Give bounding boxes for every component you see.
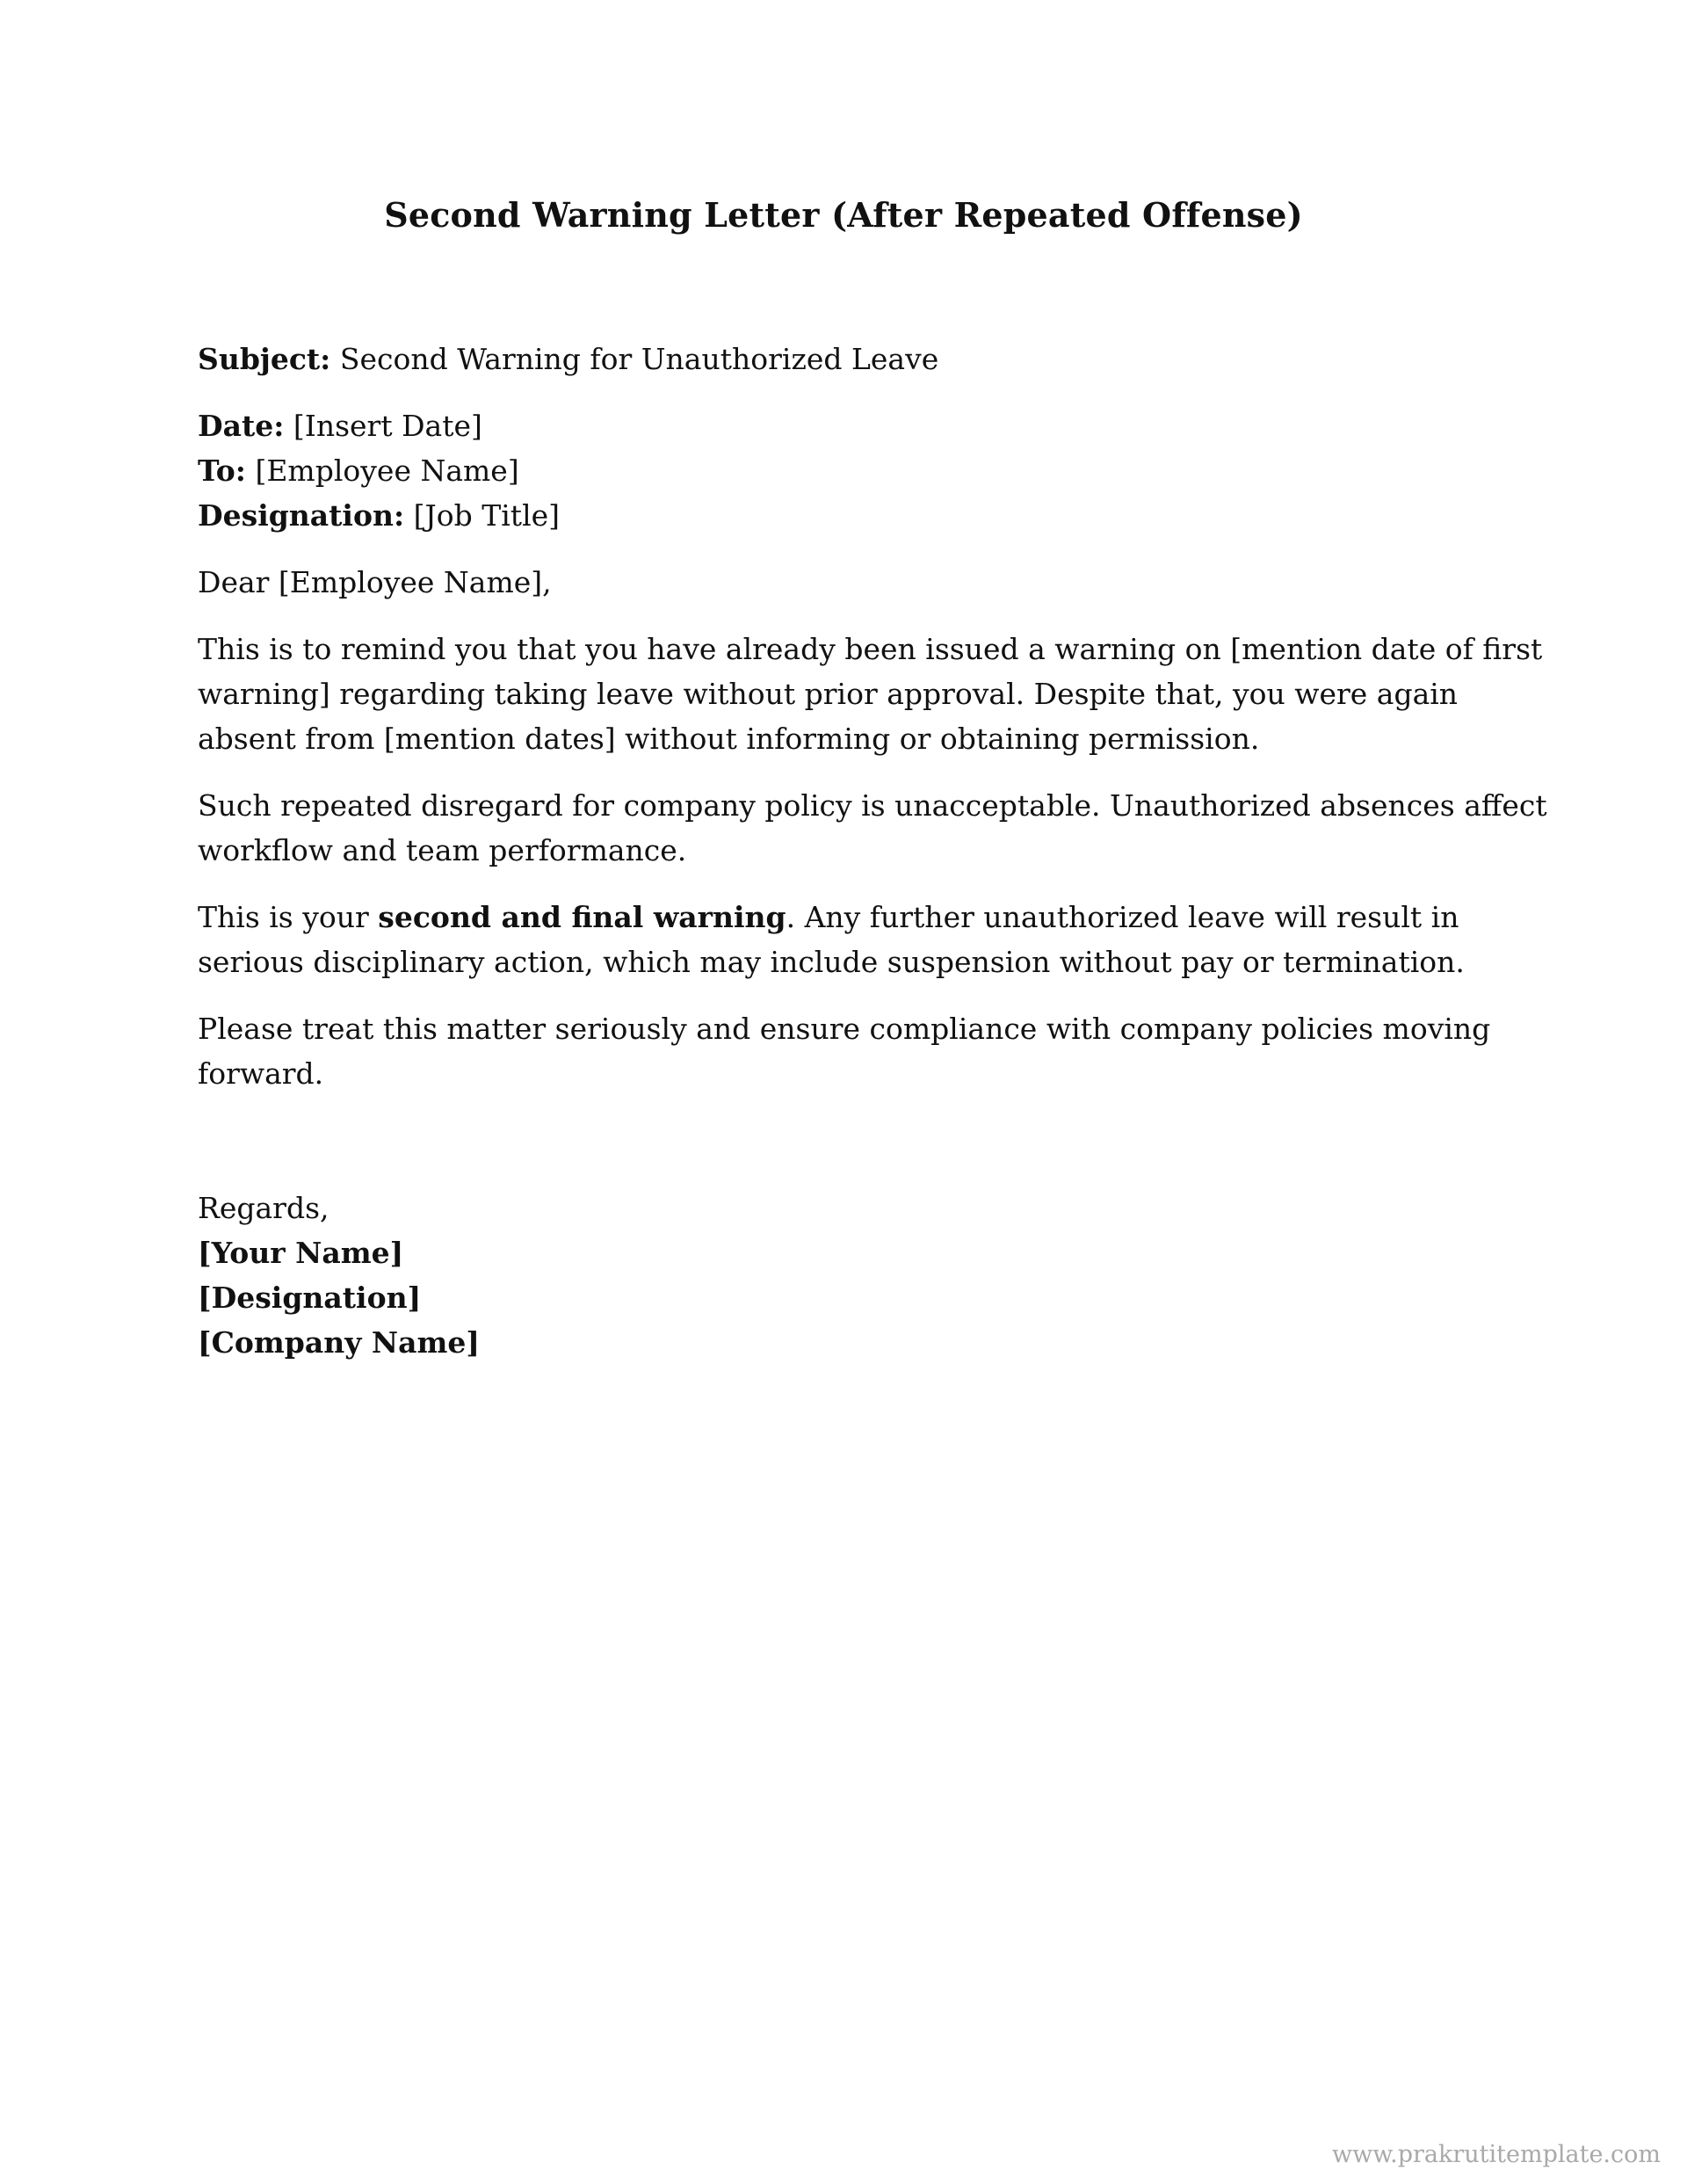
page-title: Second Warning Letter (After Repeated Offense) [384, 195, 1303, 235]
paragraph-line: Such repeated disregard for company policy is unacceptable. Unauthorized absences affect [198, 788, 1547, 823]
to-line [198, 448, 1507, 493]
final-warning-emphasis: second and final warning [378, 900, 786, 934]
paragraph-line: absent from [mention dates] without informing or obtaining permission. [198, 722, 1260, 756]
subject-value: Second Warning for Unauthorized Leave [339, 342, 939, 376]
paragraph-compliance [198, 1006, 1507, 1096]
paragraph-policy [198, 783, 1547, 873]
final-warning-prefix: This is your [198, 900, 379, 934]
company-name: [Company Name] [198, 1325, 480, 1360]
to-value: [Employee Name] [255, 453, 519, 488]
designation-value: [Job Title] [413, 498, 561, 533]
paragraph-line: warning] regarding taking leave without prior approval. Despite that, you were again [198, 677, 1459, 711]
paragraph-reminder [198, 627, 1543, 761]
paragraph-line: workflow and team performance. [198, 833, 687, 867]
paragraph-line: forward. [198, 1056, 324, 1091]
designation-line [198, 493, 1507, 538]
paragraph-line: serious disciplinary action, which may include suspension without pay or termination. [198, 945, 1465, 979]
date-line [198, 403, 1507, 448]
date-value: [Insert Date] [293, 409, 482, 443]
signature-block [198, 1186, 1507, 1365]
final-warning-suffix: . Any further unauthorized leave will result in [786, 900, 1459, 934]
sender-designation: [Designation] [198, 1281, 422, 1315]
salutation: Dear [Employee Name], [198, 565, 552, 599]
letter-body [198, 337, 1547, 1365]
designation-label: Designation: [198, 498, 405, 533]
footer-website: www.prakrutitemplate.com [1332, 2141, 1661, 2168]
regards-text: Regards, [198, 1191, 329, 1225]
subject-label: Subject: [198, 342, 331, 376]
subject-line [198, 337, 1507, 381]
paragraph-final-warning [198, 895, 1507, 984]
paragraph-line [198, 895, 1507, 940]
sender-name: [Your Name] [198, 1236, 404, 1270]
paragraph-line: This is to remind you that you have already been issued a warning on [mention date of first [198, 632, 1543, 666]
paragraph-line: Please treat this matter seriously and ensure compliance with company policies moving [198, 1012, 1491, 1046]
date-label: Date: [198, 409, 285, 443]
to-label: To: [198, 453, 246, 488]
